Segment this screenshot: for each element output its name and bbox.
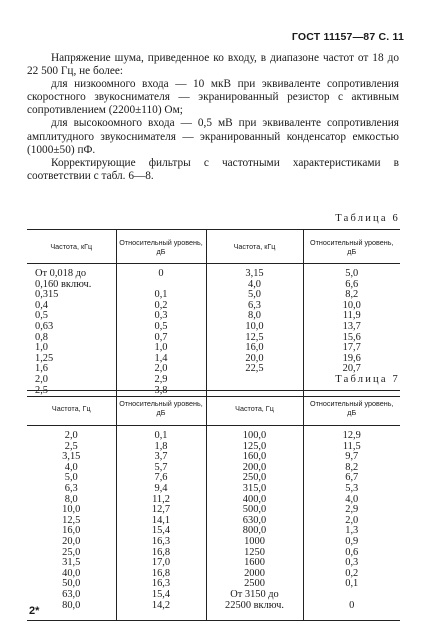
table-cell: 0,7 bbox=[154, 331, 168, 343]
table-cell: 2,5 bbox=[35, 384, 48, 396]
table6-col-level-1 bbox=[116, 264, 206, 397]
table-cell: 0,1 bbox=[345, 578, 359, 590]
table-cell: 0,1 bbox=[154, 289, 168, 301]
table-cell: 12,7 bbox=[151, 504, 171, 516]
table-cell: 1,3 bbox=[345, 525, 359, 537]
table7-header-level-1: Относительный уровень, дБ bbox=[116, 391, 206, 426]
table-cell: 20,0 bbox=[62, 535, 81, 547]
table-cell: 0,63 bbox=[35, 320, 54, 332]
table-cell: 1,8 bbox=[154, 440, 168, 452]
table-cell: 15,4 bbox=[151, 588, 171, 600]
table-cell: 1000 bbox=[244, 535, 265, 547]
table-cell: 9,4 bbox=[154, 482, 168, 494]
table7-header-frequency-1: Частота, Гц bbox=[27, 391, 116, 426]
table-cell: 1,6 bbox=[35, 363, 48, 375]
table-cell: 6,3 bbox=[248, 299, 261, 311]
table-cell: 20,7 bbox=[342, 363, 361, 375]
table6-header-level-1: Относительный уровень, дБ bbox=[116, 230, 206, 264]
table-cell: 2,0 bbox=[345, 514, 359, 526]
table-cell: 10,0 bbox=[342, 299, 361, 311]
table-cell: 14,2 bbox=[151, 599, 171, 611]
table-cell: 15,4 bbox=[151, 525, 171, 537]
table6-col-frequency-1 bbox=[27, 264, 116, 397]
table-cell: 8,2 bbox=[345, 289, 359, 301]
table-cell: 0,6 bbox=[345, 546, 359, 558]
table-cell: 16,8 bbox=[151, 546, 171, 558]
table-cell: 16,3 bbox=[151, 578, 171, 590]
table7-header-frequency-2: Частота, Гц bbox=[206, 391, 303, 426]
table-cell: 12,9 bbox=[342, 430, 361, 441]
table-cell: 400,0 bbox=[242, 493, 267, 505]
table-cell: 15,6 bbox=[342, 331, 361, 343]
table-cell: 1600 bbox=[244, 557, 265, 569]
table-cell: 2,9 bbox=[154, 373, 168, 385]
page-header: ГОСТ 11157—87 С. 11 bbox=[291, 31, 404, 43]
table-cell: 22,5 bbox=[245, 363, 264, 375]
table-cell: 13,7 bbox=[342, 320, 361, 332]
table-cell: 4,0 bbox=[248, 278, 261, 290]
table-cell: 80,0 bbox=[62, 599, 81, 611]
table-cell: 2,0 bbox=[35, 373, 48, 385]
table-cell: 1250 bbox=[244, 546, 265, 558]
table-cell: 0,1 bbox=[154, 430, 168, 441]
table-cell: 5,0 bbox=[248, 289, 261, 301]
table-cell: 16,3 bbox=[151, 535, 171, 547]
table-cell: 25,0 bbox=[62, 546, 81, 558]
table-cell: 0,9 bbox=[345, 535, 359, 547]
table-cell: 0,160 включ. bbox=[35, 278, 92, 290]
table-cell: 0,3 bbox=[154, 310, 168, 322]
page-number: 2* bbox=[29, 605, 40, 617]
table-cell: 40,0 bbox=[62, 567, 81, 579]
table-cell: 6,3 bbox=[64, 482, 78, 494]
table6-header-level-2: Относительный уровень, дБ bbox=[303, 230, 400, 264]
table6-header-frequency-1: Частота, кГц bbox=[27, 230, 116, 264]
table-cell: 0,4 bbox=[35, 299, 48, 311]
table-cell: 3,7 bbox=[154, 451, 168, 463]
table-cell: 16,0 bbox=[62, 525, 81, 537]
table-cell: 19,6 bbox=[342, 352, 361, 364]
table-cell: 0,5 bbox=[35, 310, 48, 322]
table-cell: 0,5 bbox=[154, 320, 168, 332]
table-cell: 50,0 bbox=[62, 578, 81, 590]
table-cell: 7,6 bbox=[154, 472, 168, 484]
table-cell: 63,0 bbox=[62, 588, 81, 600]
table-cell: 3,15 bbox=[62, 451, 81, 463]
table-cell bbox=[306, 590, 399, 601]
paragraph-low-impedance: для низкоомного входа — 10 мкВ при эквиваленте сопротивления скоростного звукоснимателя — экранированный резистор с активным сопротивлением (2200±110) Ом; bbox=[27, 78, 399, 117]
table-cell: 12,5 bbox=[245, 331, 264, 343]
table-cell: 315,0 bbox=[242, 482, 267, 494]
table-cell: 0 bbox=[158, 268, 164, 279]
table-cell: 0,2 bbox=[345, 567, 359, 579]
table-cell: 14,1 bbox=[151, 514, 171, 526]
table-cell: 8,0 bbox=[64, 493, 78, 505]
paragraph-filters: Корректирующие фильтры с частотными характеристиками в соответствии с табл. 6—8. bbox=[27, 156, 399, 182]
table-cell: 4,0 bbox=[64, 461, 78, 473]
table6-caption: Таблица 6 bbox=[335, 213, 400, 224]
table-cell: 9,7 bbox=[345, 451, 359, 463]
table-cell: 31,5 bbox=[62, 557, 81, 569]
table-cell: 12,5 bbox=[62, 514, 81, 526]
table-cell: 20,0 bbox=[245, 352, 264, 364]
table7-caption: Таблица 7 bbox=[335, 374, 400, 385]
table-cell: 16,0 bbox=[245, 342, 264, 354]
table-cell: 2,9 bbox=[345, 504, 359, 516]
table-cell: 11,5 bbox=[342, 440, 361, 452]
paragraph-high-impedance: для высокоомного входа — 0,5 мВ при эквиваленте сопротивления амплитудного звукоснимателя — экранированный конденсатор емкостью (1000±50) пФ. bbox=[27, 117, 399, 156]
table-cell: 16,8 bbox=[151, 567, 171, 579]
table-cell: 2,5 bbox=[64, 440, 78, 452]
table-cell: 6,6 bbox=[345, 278, 359, 290]
table-cell: 3,8 bbox=[154, 384, 168, 396]
table-cell: 5,3 bbox=[345, 482, 359, 494]
table-cell: 1,25 bbox=[35, 352, 54, 364]
table-cell: 8,0 bbox=[248, 310, 261, 322]
table-cell: 125,0 bbox=[242, 440, 267, 452]
table-6 bbox=[27, 229, 400, 397]
table-cell: 11,2 bbox=[152, 493, 170, 505]
table-cell: 0,315 bbox=[35, 289, 59, 301]
table-cell: 11,9 bbox=[342, 310, 361, 322]
table-cell: 160,0 bbox=[242, 451, 267, 463]
table-cell: 1,0 bbox=[35, 342, 48, 354]
table7-col-level-2 bbox=[303, 426, 400, 621]
table-cell: 500,0 bbox=[242, 504, 267, 516]
table-cell: 6,7 bbox=[345, 472, 359, 484]
table7-header-level-2: Относительный уровень, дБ bbox=[303, 391, 400, 426]
table-cell: 22500 включ. bbox=[225, 599, 284, 611]
table-cell: 630,0 bbox=[242, 514, 267, 526]
table-cell: 0,3 bbox=[345, 557, 359, 569]
table6-col-frequency-2 bbox=[206, 264, 303, 397]
table-cell: 17,0 bbox=[151, 557, 171, 569]
table-cell: 5,0 bbox=[64, 472, 78, 484]
table7-col-frequency-1 bbox=[27, 426, 116, 621]
table-cell: 100,0 bbox=[242, 430, 267, 441]
table-cell: 8,2 bbox=[345, 461, 359, 473]
paragraph-noise-voltage: Напряжение шума, приведенное ко входу, в диапазоне частот от 18 до 22 500 Гц, не более: bbox=[27, 52, 399, 78]
table-cell: 2,0 bbox=[64, 430, 78, 441]
table-cell: 5,0 bbox=[345, 268, 359, 279]
table-cell: 10,0 bbox=[62, 504, 81, 516]
table-cell: 250,0 bbox=[242, 472, 267, 484]
table-cell: От 3150 до bbox=[230, 588, 279, 600]
table-cell: 10,0 bbox=[245, 320, 264, 332]
table-cell: 5,7 bbox=[154, 461, 168, 473]
table-7 bbox=[27, 390, 400, 621]
body-text bbox=[27, 52, 399, 183]
table-cell: 200,0 bbox=[242, 461, 267, 473]
table7-col-level-1 bbox=[116, 426, 206, 621]
table-cell: 0,8 bbox=[35, 331, 48, 343]
table-cell: 0 bbox=[349, 599, 355, 611]
table-cell: 17,7 bbox=[342, 342, 361, 354]
table-cell: 1,4 bbox=[154, 352, 168, 364]
table6-header-frequency-2: Частота, кГц bbox=[206, 230, 303, 264]
table-cell: 0,2 bbox=[154, 299, 168, 311]
table-cell: 2000 bbox=[244, 567, 265, 579]
table-cell: 1,0 bbox=[154, 342, 168, 354]
table-cell: 4,0 bbox=[345, 493, 359, 505]
table-cell: 3,15 bbox=[245, 268, 264, 279]
table-cell: 2500 bbox=[244, 578, 265, 590]
table-cell: 800,0 bbox=[242, 525, 267, 537]
table-cell: 2,0 bbox=[154, 363, 168, 375]
table-cell: От 0,018 до bbox=[35, 268, 87, 279]
table7-col-frequency-2 bbox=[206, 426, 303, 621]
